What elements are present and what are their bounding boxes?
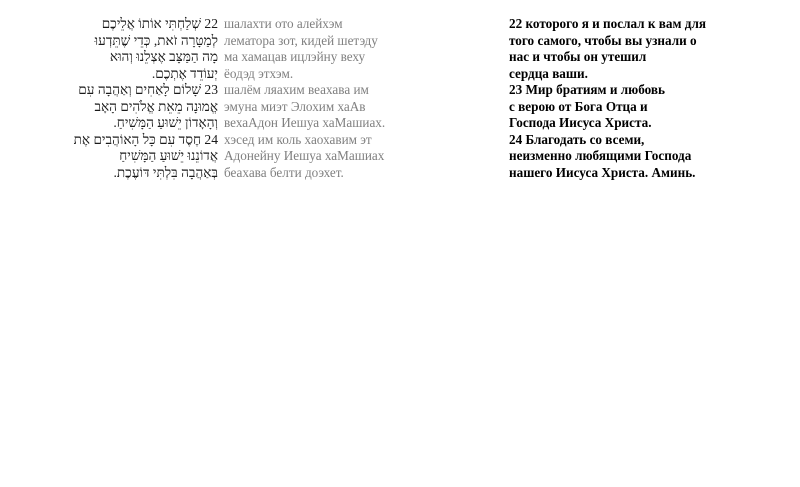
transliteration-line: шалём ляахим веахава им bbox=[224, 82, 369, 97]
hebrew-line: אֲדוֹנֵנוּ יֵשׁוּעַ הַמָּשִׁיחַ bbox=[119, 148, 218, 163]
hebrew-line: וְהָאָדוֹן יֵשׁוּעַ הַמָּשִׁיחַ. bbox=[113, 115, 218, 130]
russian-line: 22 которого я и послал к вам для bbox=[509, 16, 706, 31]
russian-line: 24 Благодать со всеми, bbox=[509, 131, 645, 147]
transliteration-column bbox=[224, 16, 414, 181]
hebrew-line: 22 שְׁלַחְתִּי אוֹתוֹ אֲלֵיכֶם bbox=[101, 16, 218, 31]
transliteration-line: хэсед им коль хаохавим эт bbox=[224, 131, 372, 147]
transliteration-line: ма хамацав ицлэйну веху bbox=[224, 49, 366, 64]
transliteration-line: Адонейну Иешуа хаМашиах bbox=[224, 148, 385, 163]
russian-line: нашего Иисуса Христа. Аминь. bbox=[509, 164, 696, 180]
russian-line: с верою от Бога Отца и bbox=[509, 98, 648, 114]
hebrew-line: לְמַטָּרָה זֹאת, כְּדֵי שֶׁתֵּדְעוּ bbox=[94, 32, 218, 48]
transliteration-line: эмуна миэт Элохим хаАв bbox=[224, 98, 366, 114]
russian-line: сердца ваши. bbox=[509, 65, 588, 81]
transliteration-line: вехаАдон Иешуа хаМашиах. bbox=[224, 115, 386, 130]
russian-line: нас и чтобы он утешил bbox=[509, 49, 647, 64]
russian-text-column bbox=[509, 16, 799, 181]
transliteration-line: шалахти ото алейхэм bbox=[224, 16, 343, 31]
russian-line: Господа Иисуса Христа. bbox=[509, 115, 652, 130]
russian-line: 23 Мир братиям и любовь bbox=[509, 82, 665, 97]
hebrew-line: מָה הַמַּצָּב אֶצְלֵנוּ וְהוּא bbox=[109, 49, 218, 64]
transliteration-line: ёодэд этхэм. bbox=[224, 65, 294, 81]
russian-line: неизменно любящими Господа bbox=[509, 148, 692, 163]
hebrew-line: יְעוֹדֵד אֶתְכֶם. bbox=[151, 65, 218, 81]
russian-line: того самого, чтобы вы узнали о bbox=[509, 32, 697, 48]
transliteration-line: беахава белти доэхет. bbox=[224, 164, 344, 180]
hebrew-line: 24 חֶסֶד עִם כָּל הָאוֹהֲבִים אֶת bbox=[73, 131, 218, 147]
hebrew-line: בְּאַהֲבָה בִּלְתִּי דּוֹעֶכֶת. bbox=[113, 164, 218, 180]
hebrew-line: 23 שָׁלוֹם לָאַחִים וְאַהֲבָה עִם bbox=[78, 82, 218, 97]
hebrew-text-column bbox=[70, 16, 218, 181]
transliteration-line: лематора зот, кидей шетэду bbox=[224, 32, 378, 48]
hebrew-line: אֱמוּנָה מֵאֵת אֱלֹהִים הָאָב bbox=[94, 98, 218, 114]
